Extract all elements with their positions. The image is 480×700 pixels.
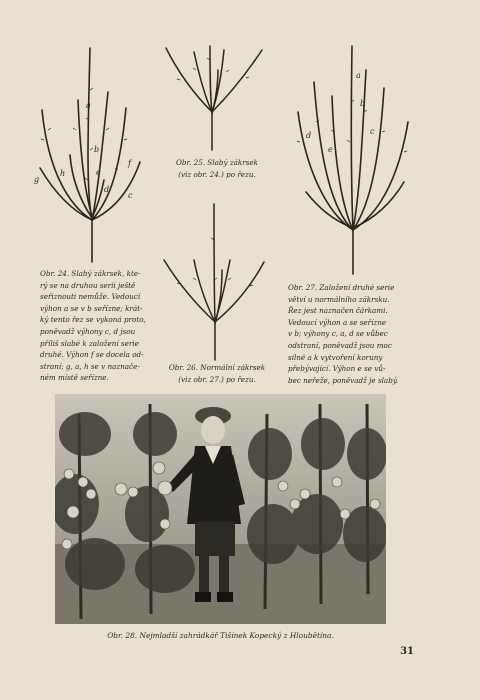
- label-e-27: e: [328, 145, 333, 154]
- label-b-27: b: [360, 99, 366, 108]
- caption-line: větví u normálního zákrsku.: [288, 294, 390, 304]
- caption-line: (viz obr. 27.) po řezu.: [178, 374, 256, 384]
- figure-26-caption: [158, 362, 276, 385]
- label-g-24: g: [34, 175, 40, 184]
- figure-28-photograph: [55, 394, 386, 624]
- caption-line: bec neřeže, poněvadž je slabý.: [288, 375, 399, 385]
- label-d-27: d: [306, 131, 312, 140]
- figure-28-caption: [55, 630, 386, 642]
- label-h-24: h: [60, 169, 66, 178]
- tree-drawing-26: [160, 200, 270, 362]
- caption-line: druhé. Výhon f se docela od-: [40, 350, 144, 360]
- caption-line: rý se na druhou serii ještě: [40, 280, 136, 290]
- caption-line: silné a k vytvoření koruny: [288, 352, 383, 362]
- label-e-24: e: [96, 168, 101, 177]
- page-number: 31: [400, 646, 414, 657]
- caption-line: Obr. 26. Normální zákrsek: [168, 363, 266, 372]
- caption-line: (viz obr. 24.) po řezu.: [178, 169, 256, 179]
- caption-line: Obr. 24. Slabý zákrsek, kte-: [40, 269, 141, 278]
- tree-drawing-25: [160, 40, 270, 152]
- figure-26-illustration: [160, 200, 270, 362]
- figure-27-caption: [288, 282, 412, 386]
- figure-25-illustration: [160, 40, 270, 152]
- caption-line: odstraní, poněvadž jsou moc: [288, 340, 392, 350]
- label-f-24: f: [128, 159, 131, 168]
- photo-garden-boy: [55, 394, 386, 624]
- caption-line: seřiznouti nemůže. Vedoucí: [40, 292, 141, 302]
- figure-25-caption: [158, 157, 276, 180]
- label-d-24: d: [104, 185, 110, 194]
- tree-drawing-27: [288, 42, 418, 277]
- caption-line: ném místě seřízne.: [40, 373, 109, 383]
- label-c-24: c: [128, 191, 133, 200]
- caption-line: Vedoucí výhon a se seřízne: [288, 317, 387, 327]
- tree-drawing-24: [28, 40, 158, 265]
- label-a-24: a: [86, 101, 91, 110]
- caption-line: straní; g, a, h se v naznače-: [40, 361, 140, 371]
- figure-24-caption: [40, 268, 151, 384]
- label-c-27: c: [370, 127, 375, 136]
- caption-line: Obr. 25. Slabý zákrsek: [175, 158, 259, 167]
- label-b-24: b: [94, 145, 100, 154]
- caption-line: výhon a se v b seřízne; krát-: [40, 303, 143, 313]
- caption-line: v b; výhony c, a, d se vůbec: [288, 329, 388, 339]
- caption-line: Řez jest naznačen čárkami.: [288, 306, 388, 316]
- caption-line: poněvadž výhony c, d jsou: [40, 326, 136, 336]
- figure-24-illustration: [28, 40, 158, 265]
- label-a-27: a: [356, 71, 361, 80]
- caption-line: Obr. 27. Založení druhé serie: [288, 283, 395, 292]
- caption-line: Obr. 28. Nejmladší zahrádkář Tišínek Kopecký z Hloubětína.: [107, 631, 334, 640]
- caption-line: příliš slabé k založení serie: [40, 338, 139, 348]
- figure-27-illustration: [288, 42, 418, 277]
- caption-line: ký tento řez se vykoná proto,: [40, 315, 146, 325]
- caption-line: přebývající. Výhon e se vů-: [288, 364, 386, 374]
